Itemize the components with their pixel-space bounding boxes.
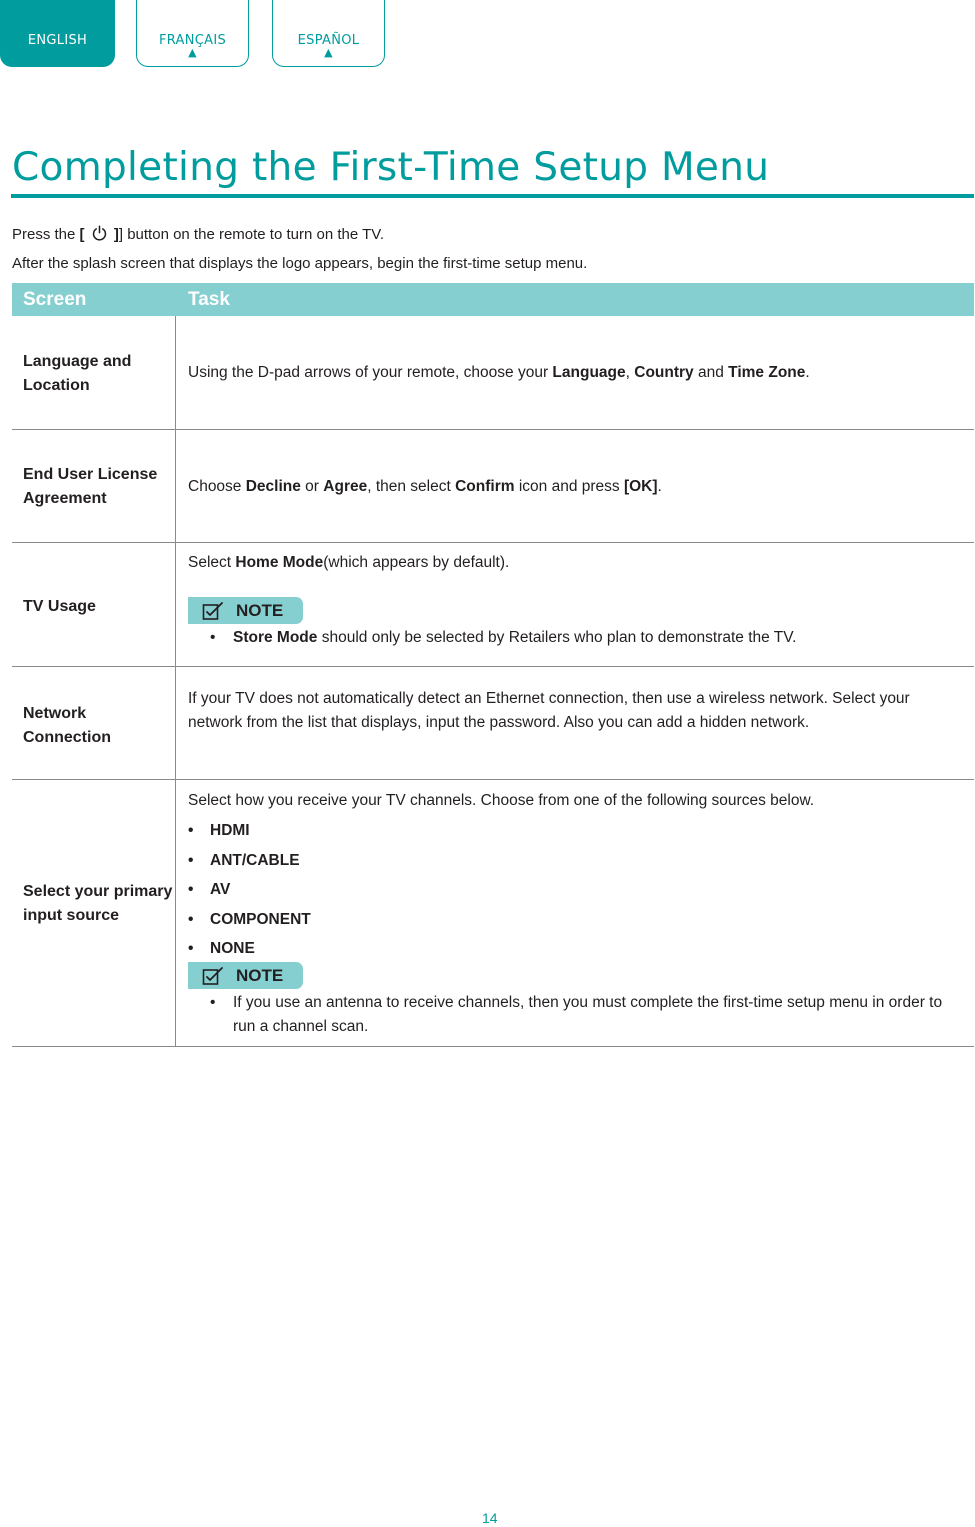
table-row bbox=[12, 780, 974, 1047]
table-row bbox=[12, 316, 974, 430]
power-icon bbox=[91, 225, 108, 242]
source-list bbox=[188, 819, 968, 967]
row-task: Using the D-pad arrows of your remote, choose your Language, Country and Time Zone. bbox=[188, 364, 810, 381]
triangle-up-icon: ▲ bbox=[324, 46, 333, 59]
row-screen-label: Language and Location bbox=[23, 353, 132, 394]
row-task: Select how you receive your TV channels. Choose from one of the following sources below. • HDMI • ANT/CABLE • AV • COMPONENT • NONE NOTE • If you use an antenna to receive channels, then you must complete the first-time setup menu in order to run a channel scan. bbox=[188, 789, 968, 1039]
row-screen-label: Network Connection bbox=[23, 705, 111, 746]
row-task: Select Home Mode(which appears by default). NOTE • Store Mode should only be selected by Retailers who plan to demonstrate the TV. bbox=[188, 551, 968, 650]
note-list bbox=[188, 991, 968, 1039]
language-tabs bbox=[0, 0, 400, 68]
row-task: If your TV does not automatically detect an Ethernet connection, then use a wireless network. Select your network from the list that displays, input the password. Also you can add a hidden network. bbox=[188, 690, 910, 731]
note-pencil-icon bbox=[202, 601, 224, 621]
tab-english-label: ENGLISH bbox=[27, 33, 88, 48]
tab-espanol[interactable] bbox=[272, 0, 385, 67]
header-screen: Screen bbox=[23, 289, 87, 310]
tab-english[interactable] bbox=[0, 0, 115, 67]
row-screen-label: TV Usage bbox=[23, 598, 96, 615]
note-pencil-icon bbox=[202, 966, 224, 986]
page-number: 14 bbox=[482, 1510, 498, 1526]
tab-espanol-label: ESPAÑOL bbox=[297, 33, 360, 48]
table-row bbox=[12, 543, 974, 667]
table-row bbox=[12, 667, 974, 780]
list-item: • AV bbox=[188, 878, 968, 908]
row-screen-label: End User License Agreement bbox=[23, 466, 158, 507]
title-divider bbox=[11, 194, 974, 198]
tab-francais-label: FRANÇAIS bbox=[158, 33, 227, 48]
triangle-up-icon: ▲ bbox=[188, 46, 197, 59]
list-item: • HDMI bbox=[188, 819, 968, 849]
note-badge: NOTE bbox=[188, 597, 303, 624]
note-badge: NOTE bbox=[188, 962, 303, 989]
page-title: Completing the First-Time Setup Menu bbox=[12, 145, 770, 190]
header-task: Task bbox=[188, 289, 230, 310]
list-item: • Store Mode should only be selected by Retailers who plan to demonstrate the TV. bbox=[210, 626, 968, 650]
table-header bbox=[12, 283, 974, 316]
setup-table bbox=[12, 283, 974, 1047]
list-item: • ANT/CABLE bbox=[188, 849, 968, 879]
tab-francais[interactable] bbox=[136, 0, 249, 67]
table-row bbox=[12, 430, 974, 543]
list-item: • If you use an antenna to receive channels, then you must complete the first-time setup menu in order to run a channel scan. bbox=[210, 991, 968, 1039]
note-list bbox=[188, 626, 968, 650]
list-item: • COMPONENT bbox=[188, 908, 968, 938]
list-item: • NONE bbox=[188, 937, 968, 967]
row-task: Choose Decline or Agree, then select Confirm icon and press [OK]. bbox=[188, 478, 662, 495]
intro-line-power: Press the [ ]] button on the remote to turn on the TV. bbox=[12, 226, 385, 243]
intro-line-splash: After the splash screen that displays the logo appears, begin the first-time setup menu. bbox=[12, 255, 588, 272]
row-screen-label: Select your primary input source bbox=[23, 883, 173, 924]
